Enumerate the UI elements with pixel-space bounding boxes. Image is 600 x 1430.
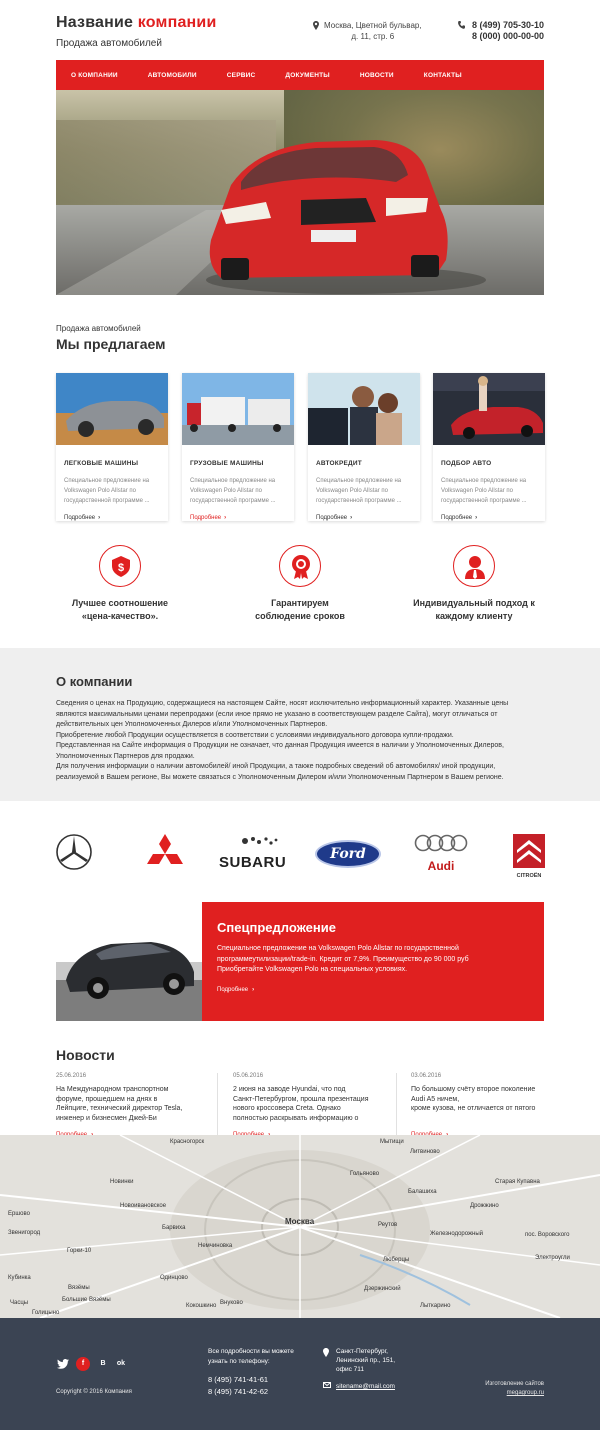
offer-kicker: Продажа автомобилей [56, 324, 141, 333]
black-car-illustration [56, 902, 202, 1021]
audi-wordmark: Audi [427, 859, 455, 873]
hero-banner-image [56, 90, 544, 295]
card-more-link[interactable]: Подробнее › [441, 515, 478, 521]
phone-hint-line-2: узнать по телефону: [208, 1358, 270, 1365]
map-label: Мытищи [380, 1139, 404, 1145]
red-car-illustration [56, 90, 544, 295]
feature-label-line-1: Индивидуальный подход к [413, 598, 535, 608]
map-label: Балашиха [408, 1189, 437, 1195]
twitter-icon[interactable] [56, 1357, 70, 1371]
map-label: Горки-10 [67, 1248, 92, 1254]
nav-item-about[interactable]: О КОМПАНИИ [71, 71, 118, 79]
map-label: Лыткарино [420, 1303, 451, 1309]
map-label: Люберцы [383, 1257, 410, 1263]
company-name: Название компании [56, 14, 217, 31]
card-more-link[interactable]: Подробнее › [190, 515, 227, 521]
footer-phone-1[interactable]: 8 (495) 741-41-61 [208, 1375, 269, 1384]
map-label: Часцы [10, 1300, 29, 1306]
news-title: Новости [56, 1047, 115, 1063]
card-more-link[interactable]: Подробнее › [316, 515, 353, 521]
card-desc: Специальное предложение на Volkswagen Polo Allstar по государственной программе ... [316, 478, 402, 504]
map-label: Большие Вязёмы [62, 1297, 111, 1303]
map-label: Красногорск [170, 1139, 205, 1145]
person-icon [465, 555, 485, 579]
site-brand[interactable] [56, 14, 216, 49]
location-pin-icon [323, 1348, 329, 1357]
card-more-link[interactable]: Подробнее › [64, 515, 101, 521]
special-offer-text: Специальное предложение на Volkswagen Polo Allstar по государственной программеутилизации/trade-in. Кредит от 7,9%. Преимущество до 90 000 руб Приобретайте Volkswagen Polo на специальных условиях. [217, 945, 469, 973]
card-desc: Специальное предложение на Volkswagen Polo Allstar по государственной программе ... [64, 478, 150, 504]
map-label: Гольяново [350, 1171, 380, 1177]
developer-link[interactable]: megagroup.ru [506, 1390, 544, 1396]
footer-address-line-3: офис 711 [336, 1366, 365, 1373]
footer-address-line-1: Санкт-Петербург, [336, 1348, 388, 1355]
map-label: Голицыно [32, 1310, 60, 1316]
feature-deadlines [230, 545, 370, 623]
phone-icon [458, 21, 465, 29]
footer-contacts [336, 1347, 395, 1391]
map-label: Новоивановское [120, 1203, 167, 1209]
header-phone-1[interactable]: 8 (499) 705-30-10 [471, 20, 544, 30]
card-passenger-cars[interactable] [56, 373, 168, 521]
chevron-right-icon: › [252, 987, 255, 993]
header-address [313, 20, 422, 42]
card-trucks[interactable] [182, 373, 294, 521]
nav-item-contacts[interactable]: КОНТАКТЫ [423, 71, 462, 79]
offer-title: Мы предлагаем [56, 336, 166, 352]
card-image-passenger-car [56, 373, 168, 445]
map-label: Реутов [378, 1222, 398, 1228]
address-line-2: д. 11, стр. 6 [351, 32, 395, 41]
news-text: 2 июня на заводе Hyundai, что под Санкт-Петербургом, прошла презентация нового кроссовера Creta. Однако полностью раскрывать информацию о [233, 1086, 369, 1122]
news-text: По большому счёту второе поколение Audi A5 ничем, кроме кузова, не отличается от пятого [411, 1086, 536, 1112]
phone-hint-line-1: Все подробности вы можете [208, 1348, 294, 1355]
card-car-selection[interactable] [433, 373, 545, 521]
map-label: Немчиновка [198, 1243, 233, 1249]
news-date: 25.06.2016 [56, 1073, 87, 1079]
map-label: Электроугли [535, 1255, 570, 1261]
news-item[interactable] [233, 1073, 383, 1138]
copyright: Copyright © 2016 Компания [56, 1389, 132, 1395]
feature-label-line-2: каждому клиенту [435, 611, 513, 621]
news-date: 03.06.2016 [411, 1073, 442, 1079]
map-label: Звенигород [8, 1230, 41, 1236]
svg-text:$: $ [117, 562, 125, 574]
news-item[interactable] [56, 1073, 206, 1138]
site-footer [0, 1318, 600, 1430]
news-date: 05.06.2016 [233, 1073, 264, 1079]
special-offer-title: Спецпредложение [217, 920, 336, 935]
offer-cards [56, 373, 546, 521]
audi-rings-icon [413, 834, 469, 852]
odnoklassniki-icon[interactable]: ok [116, 1360, 126, 1367]
card-image-car-loan [308, 373, 420, 445]
map-label: Вязёмы [68, 1285, 90, 1291]
mitsubishi-logo-icon[interactable] [144, 834, 186, 870]
location-pin-icon [313, 21, 319, 30]
medal-icon [291, 555, 311, 579]
special-offer-banner [56, 902, 544, 1021]
map-label: Внуково [220, 1300, 243, 1306]
nav-item-cars[interactable]: АВТОМОБИЛИ [147, 71, 197, 79]
map-label: Барвиха [162, 1225, 186, 1231]
chevron-right-icon: › [475, 515, 478, 521]
citroen-logo[interactable] [512, 834, 546, 879]
nav-item-documents[interactable]: ДОКУМЕНТЫ [285, 71, 330, 79]
card-title: ПОДБОР АВТО [441, 460, 492, 467]
footer-email-link[interactable]: sitename@mail.com [336, 1383, 395, 1390]
card-car-loan[interactable] [308, 373, 420, 521]
footer-phone-2[interactable]: 8 (495) 741-42-62 [208, 1387, 269, 1396]
developer-credit [485, 1380, 544, 1398]
feature-circle [279, 545, 321, 587]
company-subtitle: Продажа автомобилей [56, 38, 162, 49]
map-label: Дрожжино [470, 1203, 499, 1209]
facebook-icon[interactable]: f [76, 1357, 90, 1371]
subaru-logo[interactable] [219, 834, 295, 871]
feature-price-quality [50, 545, 190, 623]
chevron-right-icon: › [98, 515, 101, 521]
chevron-right-icon: › [224, 515, 227, 521]
card-image-trucks [182, 373, 294, 445]
map-roads [0, 1135, 600, 1318]
card-image-car-selection [433, 373, 545, 445]
map-label: Дзержинский [364, 1286, 401, 1292]
feature-circle [99, 545, 141, 587]
news-text: На Международном транспортном форуме, прошедшем на днях в Лейпциге, технический директор Tesla, инженер и бизнесмен Джей-Би [56, 1086, 183, 1122]
map-label: Москва [285, 1217, 315, 1226]
chevron-right-icon: › [350, 515, 353, 521]
nav-item-service[interactable]: СЕРВИС [226, 71, 256, 79]
card-title: АВТОКРЕДИТ [316, 460, 362, 467]
map-label: пос. Воровского [525, 1232, 570, 1238]
mail-icon [323, 1382, 331, 1388]
footer-phones [208, 1347, 294, 1397]
header-phones [458, 20, 544, 42]
brand-logos [56, 830, 544, 879]
map-label: Новинки [110, 1179, 134, 1185]
developer-text: Изготовление сайтов [485, 1381, 544, 1387]
citroen-chevrons-icon [513, 834, 545, 868]
news-divider [217, 1073, 218, 1135]
about-title: О компании [56, 674, 133, 689]
about-section [0, 648, 600, 801]
header-phone-2[interactable]: 8 (000) 000-00-00 [471, 31, 544, 41]
map-label: Литвиново [410, 1149, 440, 1155]
ford-wordmark: Ford [330, 846, 366, 862]
footer-address-line-2: Ленинский пр., 151, [336, 1357, 396, 1364]
ford-logo[interactable] [315, 840, 381, 868]
vk-icon[interactable]: В [100, 1360, 106, 1367]
card-desc: Специальное предложение на Volkswagen Polo Allstar по государственной программе ... [190, 478, 276, 504]
location-map[interactable] [0, 1135, 600, 1318]
feature-label-line-1: Гарантируем [271, 598, 329, 608]
feature-circle [453, 545, 495, 587]
feature-label-line-2: «цена-качество». [81, 611, 159, 621]
main-nav [56, 60, 544, 90]
mercedes-logo-icon[interactable] [56, 832, 92, 872]
card-desc: Специальное предложение на Volkswagen Polo Allstar по государственной программе ... [441, 478, 527, 504]
audi-logo[interactable] [413, 834, 469, 873]
news-divider [396, 1073, 397, 1135]
subaru-stars-icon [219, 834, 295, 848]
map-label: Кокошкино [186, 1303, 217, 1309]
card-title: ГРУЗОВЫЕ МАШИНЫ [190, 460, 264, 467]
map-label: Кубинка [8, 1275, 31, 1281]
feature-label-line-2: соблюдение сроков [255, 611, 345, 621]
address-line-1: Москва, Цветной бульвар, [324, 21, 422, 30]
card-title: ЛЕГКОВЫЕ МАШИНЫ [64, 460, 139, 467]
citroen-wordmark: CITROËN [516, 873, 542, 879]
company-name-accent: компании [137, 14, 217, 31]
special-offer-more-link[interactable]: Подробнее › [217, 987, 255, 993]
about-text: Сведения о ценах на Продукцию, содержащиеся на настоящем Сайте, носят исключительно информационный характер. Указанные цены являются максимальными ценами перепродажи (если иное прямо не указано в соответствующем разделе Сайта), могут отличаться от действительных цен Уполномоченных Дилеров и/или Уполномоченных Партнеров. Приобретение любой Продукции осуществляется в соответствии с условиями индивидуального договора купли-продажи. Представленная на Сайте информация о Продукции не означает, что данная Продукция имеется в наличии у Уполномоченных Дилеров, Уполномоченных Партнеров для продажи. Для получения информации о наличии автомобилей/ иной Продукции, а также подробных сведений об автомобилях/ иной продукции, реализуемой в Вашем регионе, Вы можете связаться с Уполномоченным Дилером и/или Уполномоченным Партнером в Вашем регионе. [56, 700, 509, 781]
map-label: Одинцово [160, 1275, 188, 1281]
subaru-wordmark: SUBARU [219, 854, 287, 871]
special-offer-image [56, 902, 202, 1021]
feature-label-line-1: Лучшее соотношение [71, 598, 169, 608]
feature-individual-approach [404, 545, 544, 623]
map-label: Старая Купавна [495, 1179, 540, 1185]
news-item[interactable] [411, 1073, 561, 1138]
dollar-shield-icon [112, 556, 130, 577]
nav-item-news[interactable]: НОВОСТИ [359, 71, 394, 79]
map-label: Ершово [8, 1211, 30, 1217]
map-label: Железнодорожный [430, 1231, 484, 1237]
